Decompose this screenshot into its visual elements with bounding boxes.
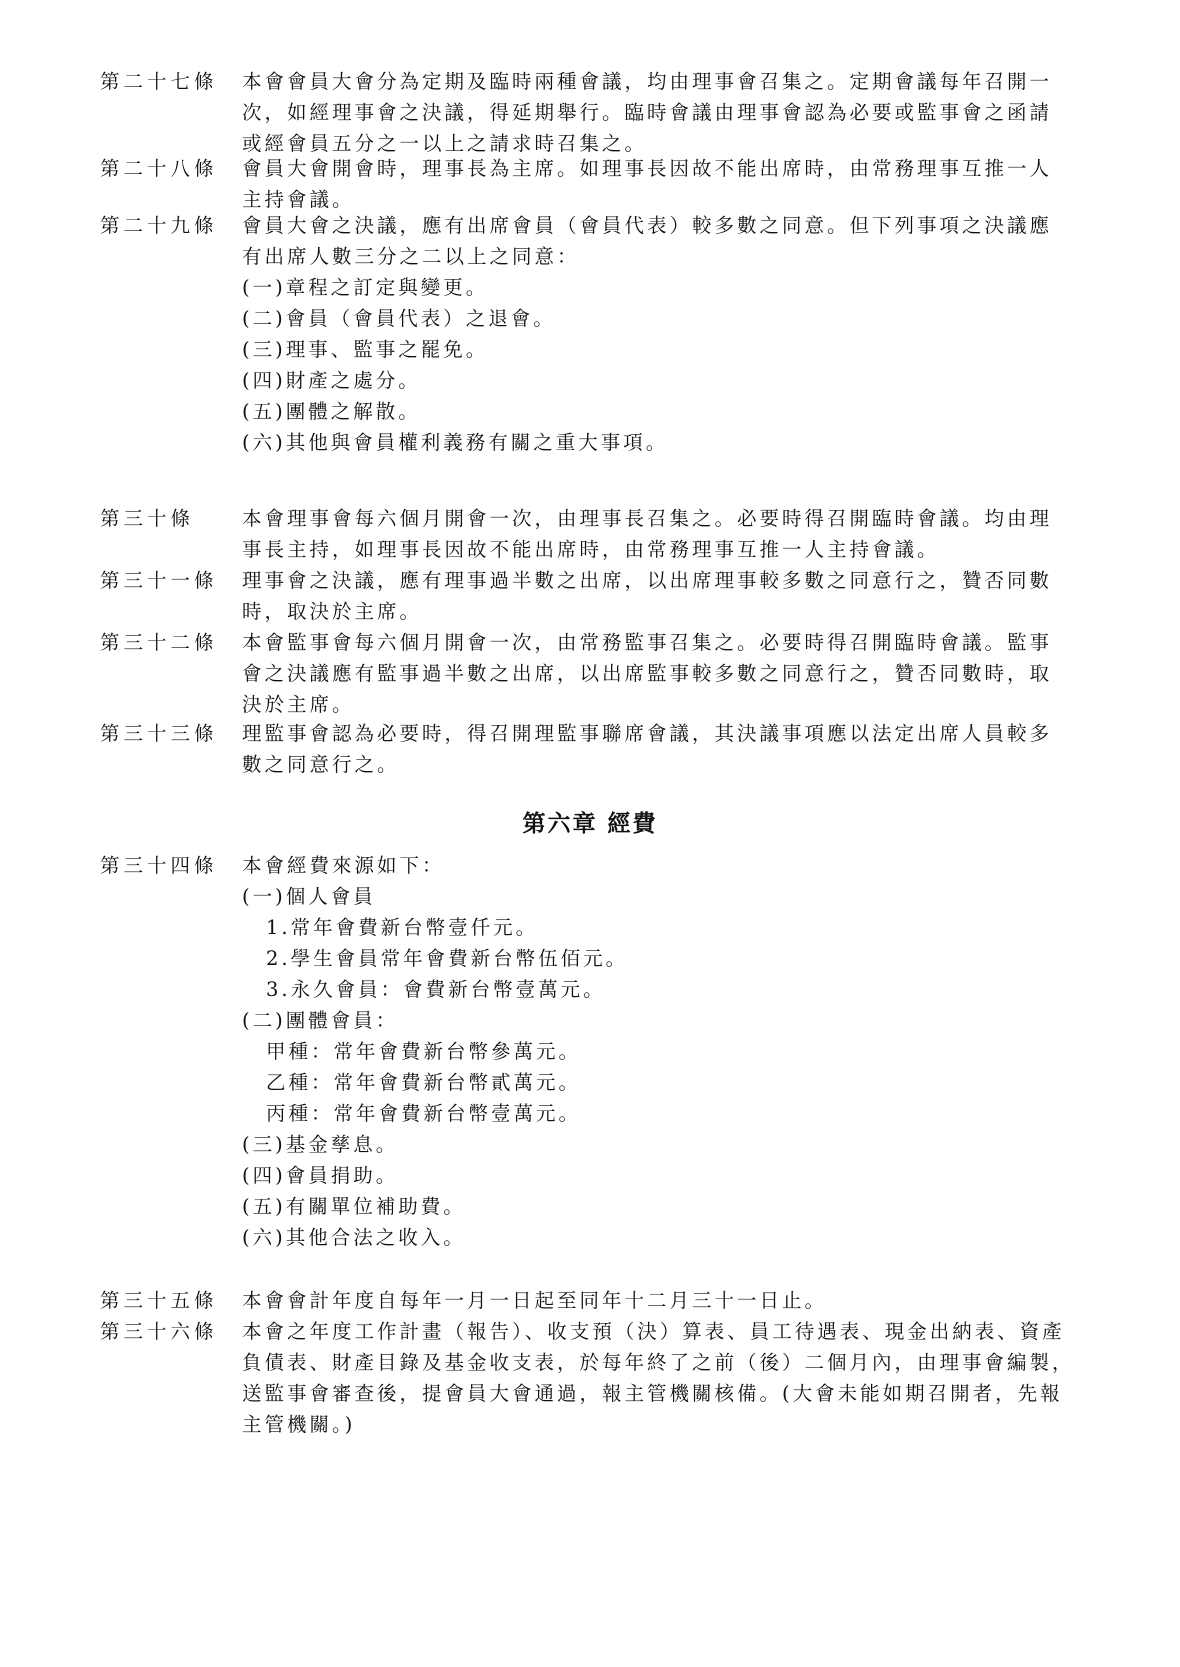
- article-line: 主管機關。): [242, 1413, 356, 1436]
- article-label: 第三十六條: [100, 1320, 218, 1343]
- article-label: 第三十二條: [100, 631, 218, 654]
- article-label: 第三十四條: [100, 854, 218, 877]
- article-label: 第二十七條: [100, 70, 218, 93]
- article-line: 本會理事會每六個月開會一次，由理事長召集之。必要時得召開臨時會議。均由理: [242, 507, 1053, 530]
- list-item: (一)章程之訂定與變更。: [242, 276, 489, 299]
- article-line: 本會之年度工作計畫（報告）、收支預（決）算表、員工待遇表、現金出納表、資產: [242, 1320, 1065, 1343]
- article-line: 理監事會認為必要時，得召開理監事聯席會議，其決議事項應以法定出席人員較多: [242, 722, 1053, 745]
- article-line: 次，如經理事會之決議，得延期舉行。臨時會議由理事會認為必要或監事會之函請: [242, 101, 1053, 124]
- list-item: (三)理事、監事之罷免。: [242, 338, 489, 361]
- article-body: [242, 1285, 1180, 1316]
- list-subitem: 乙種：常年會費新台幣貳萬元。: [266, 1071, 582, 1094]
- article-line: 會員大會之決議，應有出席會員（會員代表）較多數之同意。但下列事項之決議應: [242, 214, 1053, 237]
- list-item: (六)其他合法之收入。: [242, 1226, 466, 1249]
- list-item: (一)個人會員: [242, 885, 376, 908]
- article-line: 送監事會審查後，提會員大會通過，報主管機關核備。(大會未能如期召開者，先報: [242, 1382, 1063, 1405]
- list-item: (四)會員捐助。: [242, 1164, 399, 1187]
- list-item: (二)會員（會員代表）之退會。: [242, 307, 556, 330]
- list-item: (三)基金孳息。: [242, 1133, 399, 1156]
- article-line: 或經會員五分之一以上之請求時召集之。: [242, 132, 648, 155]
- article-line: 主持會議。: [242, 188, 355, 211]
- list-subitem: 2.學生會員常年會費新台幣伍佰元。: [266, 947, 629, 970]
- article-body: [242, 66, 1180, 159]
- article-line: 本會經費來源如下：: [242, 854, 445, 877]
- article-line: 本會會員大會分為定期及臨時兩種會議，均由理事會召集之。定期會議每年召開一: [242, 70, 1053, 93]
- article-line: 數之同意行之。: [242, 753, 400, 776]
- article-label: 第三十條: [100, 507, 195, 530]
- article-body: [242, 153, 1180, 215]
- article-line: 本會監事會每六個月開會一次，由常務監事召集之。必要時得召開臨時會議。監事: [242, 631, 1053, 654]
- article-label: 第二十九條: [100, 214, 218, 237]
- list-item: (六)其他與會員權利義務有關之重大事項。: [242, 431, 669, 454]
- article-body: [242, 210, 1180, 458]
- article-line: 決於主席。: [242, 693, 355, 716]
- article-line: 本會會計年度自每年一月一日起至同年十二月三十一日止。: [242, 1289, 828, 1312]
- article-body: [242, 565, 1180, 627]
- article-line: 事長主持，如理事長因故不能出席時，由常務理事互推一人主持會議。: [242, 538, 940, 561]
- article-line: 時，取決於主席。: [242, 600, 423, 623]
- article-line: 會員大會開會時，理事長為主席。如理事長因故不能出席時，由常務理事互推一人: [242, 157, 1053, 180]
- list-subitem: 丙種：常年會費新台幣壹萬元。: [266, 1102, 582, 1125]
- article-label: 第三十三條: [100, 722, 218, 745]
- list-item: (四)財產之處分。: [242, 369, 421, 392]
- list-subitem: 甲種：常年會費新台幣參萬元。: [266, 1040, 582, 1063]
- article-line: 有出席人數三分之二以上之同意：: [242, 245, 580, 268]
- article-body: [242, 718, 1180, 780]
- list-item: (五)有關單位補助費。: [242, 1195, 466, 1218]
- article-label: 第三十一條: [100, 569, 218, 592]
- chapter-title: 第六章 經費: [522, 810, 658, 837]
- list-item: (五)團體之解散。: [242, 400, 421, 423]
- article-body: [242, 850, 1180, 1253]
- article-line: 理事會之決議，應有理事過半數之出席，以出席理事較多數之同意行之，贊否同數: [242, 569, 1053, 592]
- article-label: 第二十八條: [100, 157, 218, 180]
- article-line: 會之決議應有監事過半數之出席，以出席監事較多數之同意行之，贊否同數時，取: [242, 662, 1053, 685]
- list-subitem: 1.常年會費新台幣壹仟元。: [266, 916, 539, 939]
- article-body: [242, 503, 1180, 565]
- article-body: [242, 627, 1180, 720]
- list-subitem: 3.永久會員：會費新台幣壹萬元。: [266, 978, 606, 1001]
- article-label: 第三十五條: [100, 1289, 218, 1312]
- list-item: (二)團體會員：: [242, 1009, 399, 1032]
- article-body: [242, 1316, 1180, 1440]
- article-line: 負債表、財產目錄及基金收支表，於每年終了之前（後）二個月內，由理事會編製，: [242, 1351, 1075, 1374]
